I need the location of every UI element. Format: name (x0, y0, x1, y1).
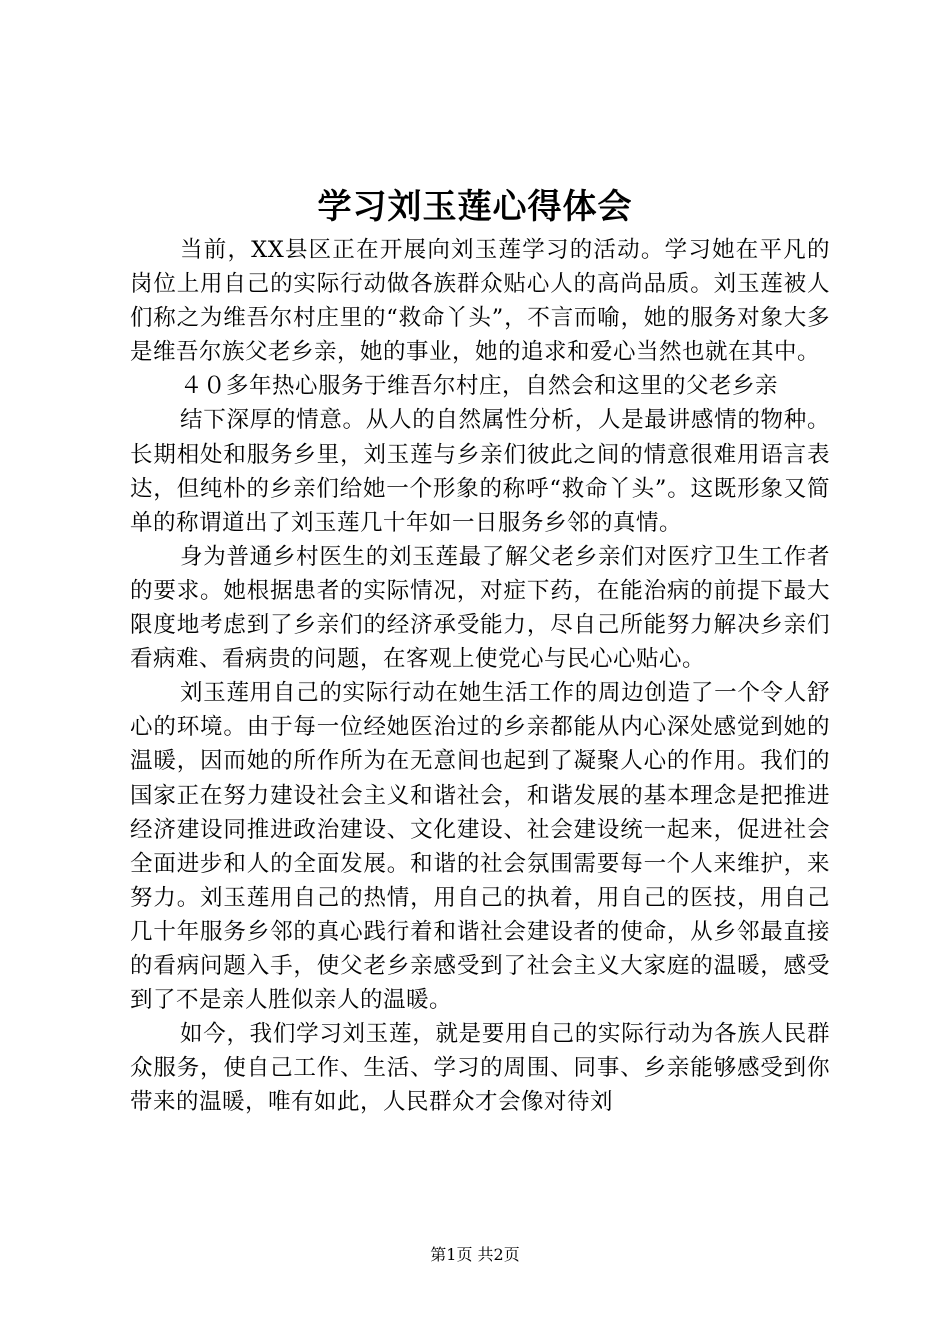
page-footer: 第1页 共2页 (430, 1245, 520, 1264)
document-title: 学习刘玉莲心得体会 (317, 187, 633, 227)
paragraph: 当前，XX县区正在开展向刘玉莲学习的活动。学习她在平凡的岗位上用自己的实际行动做各族群众贴心人的高尚品质。刘玉莲被人们称之为维吾尔村庄里的“救命丫头”，不言而喻，她的服务对象大多是维吾尔族父老乡亲，她的事业，她的追求和爱心当然也就在其中。 (130, 237, 830, 366)
paragraph: ４０多年热心服务于维吾尔村庄，自然会和这里的父老乡亲 (180, 373, 779, 400)
paragraph: 结下深厚的情意。从人的自然属性分析，人是最讲感情的物种。长期相处和服务乡里，刘玉莲与乡亲们彼此之间的情意很难用语言表达，但纯朴的乡亲们给她一个形象的称呼“救命丫头”。这既形象又简单的称谓道出了刘玉莲几十年如一日服务乡邻的真情。 (130, 407, 830, 536)
document-body (130, 233, 830, 1119)
paragraph: 如今，我们学习刘玉莲，就是要用自己的实际行动为各族人民群众服务，使自己工作、生活、学习的周围、同事、乡亲能够感受到你带来的温暖，唯有如此，人民群众才会像对待刘 (130, 1021, 830, 1116)
paragraph: 身为普通乡村医生的刘玉莲最了解父老乡亲们对医疗卫生工作者的要求。她根据患者的实际情况，对症下药，在能治病的前提下最大限度地考虑到了乡亲们的经济承受能力，尽自己所能努力解决乡亲们看病难、看病贵的问题，在客观上使党心与民心心贴心。 (130, 543, 830, 673)
paragraph: 刘玉莲用自己的实际行动在她生活工作的周边创造了一个令人舒心的环境。由于每一位经她医治过的乡亲都能从内心深处感觉到她的温暖，因而她的所作所为在无意间也起到了凝聚人心的作用。我们的国家正在努力建设社会主义和谐社会，和谐发展的基本理念是把推进经济建设同推进政治建设、文化建设、社会建设统一起来，促进社会全面进步和人的全面发展。和谐的社会氛围需要每一个人来维护，来努力。刘玉莲用自己的热情，用自己的执着，用自己的医技，用自己几十年服务乡邻的真心践行着和谐社会建设者的使命，从乡邻最直接的看病问题入手，使父老乡亲感受到了社会主义大家庭的温暖，感受到了不是亲人胜似亲人的温暖。 (130, 680, 830, 1014)
